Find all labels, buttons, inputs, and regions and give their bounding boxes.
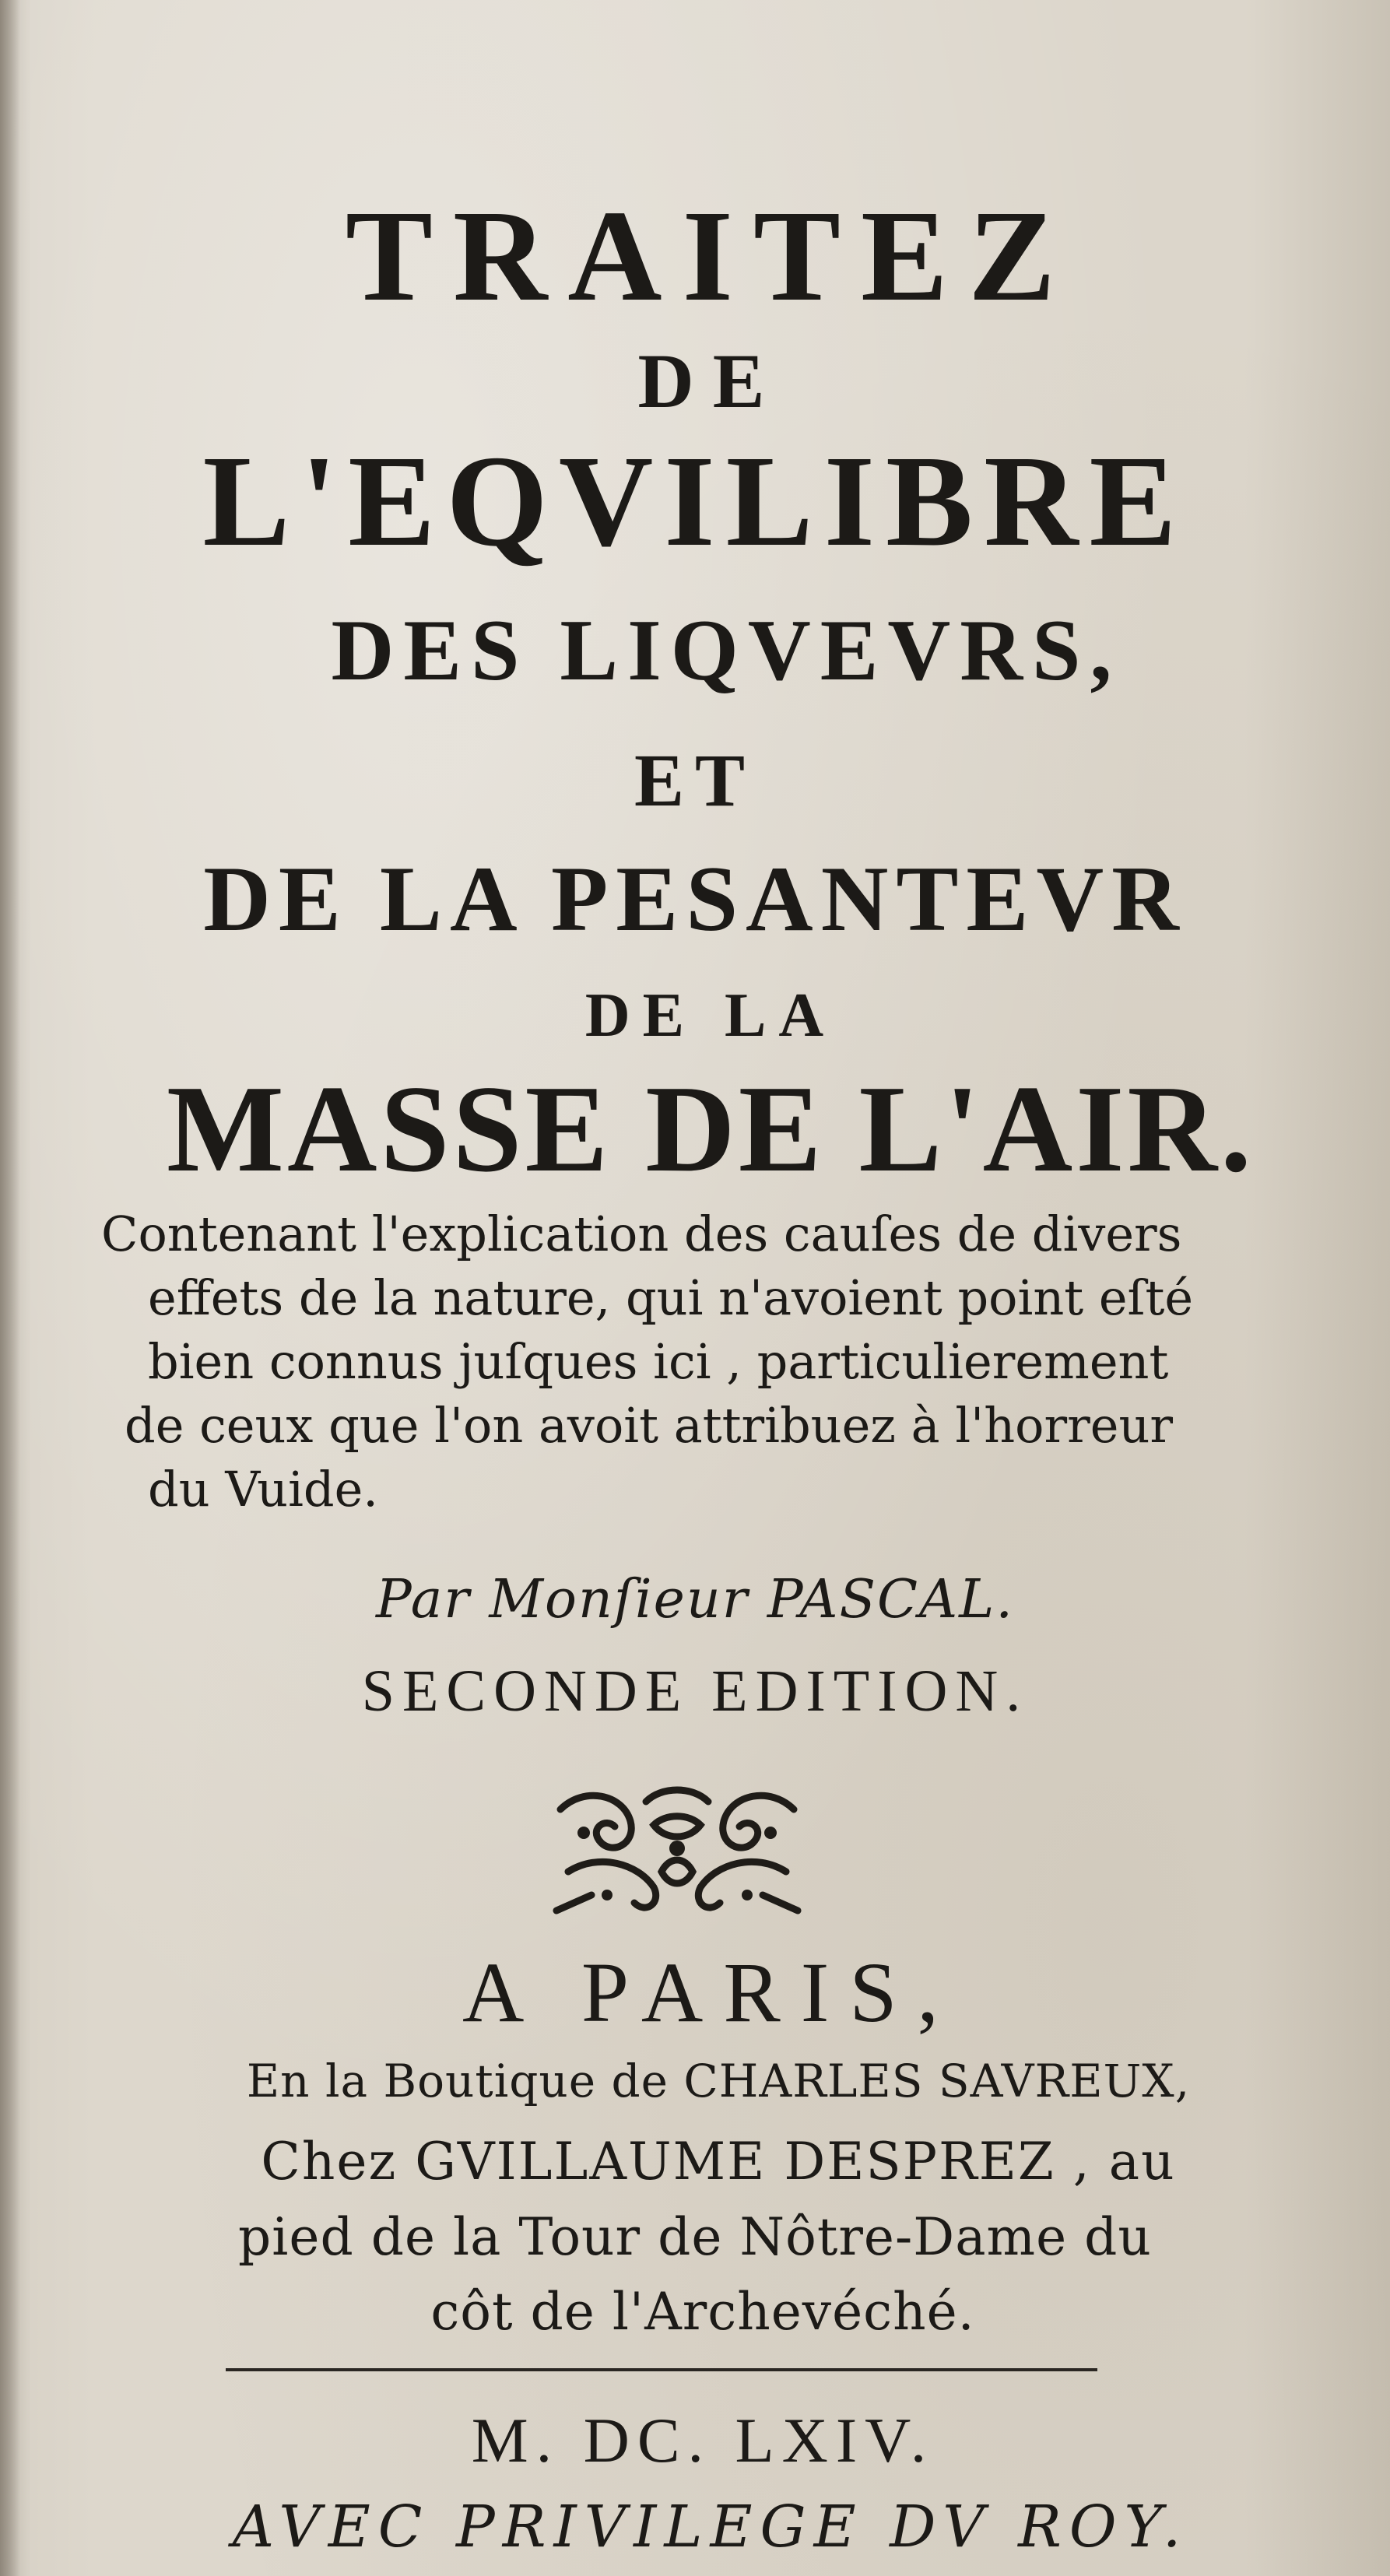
printers-ornament-icon bbox=[537, 1778, 817, 1926]
title-et: ET bbox=[634, 739, 756, 822]
edition-line: SECONDE EDITION. bbox=[361, 1658, 1029, 1724]
description-line: bien connus juſques ici , particulierement bbox=[148, 1333, 1169, 1390]
title-de-la: DE LA bbox=[584, 981, 837, 1050]
description-line: effets de la nature, qui n'avoient point eſté bbox=[148, 1269, 1194, 1326]
title-masse-de-lair: MASSE DE L'AIR. bbox=[166, 1059, 1255, 1198]
publication-year: M. DC. LXIV. bbox=[471, 2405, 935, 2476]
description-line: Contenant l'explication des cauſes de divers bbox=[101, 1206, 1182, 1262]
imprint-line: Chez GVILLAUME DESPREZ , au bbox=[261, 2132, 1176, 2192]
imprint-line: pied de la Tour de Nôtre-Dame du bbox=[238, 2207, 1152, 2267]
title-liqueurs: DES LIQVEVRS, bbox=[331, 602, 1121, 699]
imprint-line: côt de l'Archevéché. bbox=[430, 2282, 975, 2342]
imprint-line: En la Boutique de CHARLES SAVREUX, bbox=[246, 2055, 1191, 2107]
privilege-line: AVEC PRIVILEGE DV ROY. bbox=[232, 2494, 1189, 2560]
description-line: du Vuide. bbox=[148, 1461, 378, 1518]
divider-rule bbox=[226, 2368, 1097, 2371]
title-de: DE bbox=[637, 338, 784, 424]
title-equilibre: L'EQVILIBRE bbox=[202, 429, 1188, 574]
title-traitez: TRAITEZ bbox=[345, 184, 1076, 328]
author-line: Par Monſieur PASCAL. bbox=[376, 1569, 1014, 1630]
description-line: de ceux que l'on avoit attribuez à l'horreur bbox=[125, 1397, 1174, 1454]
imprint-city: A PARIS, bbox=[462, 1945, 960, 2040]
title-pesanteur: DE LA PESANTEVR bbox=[203, 847, 1187, 950]
